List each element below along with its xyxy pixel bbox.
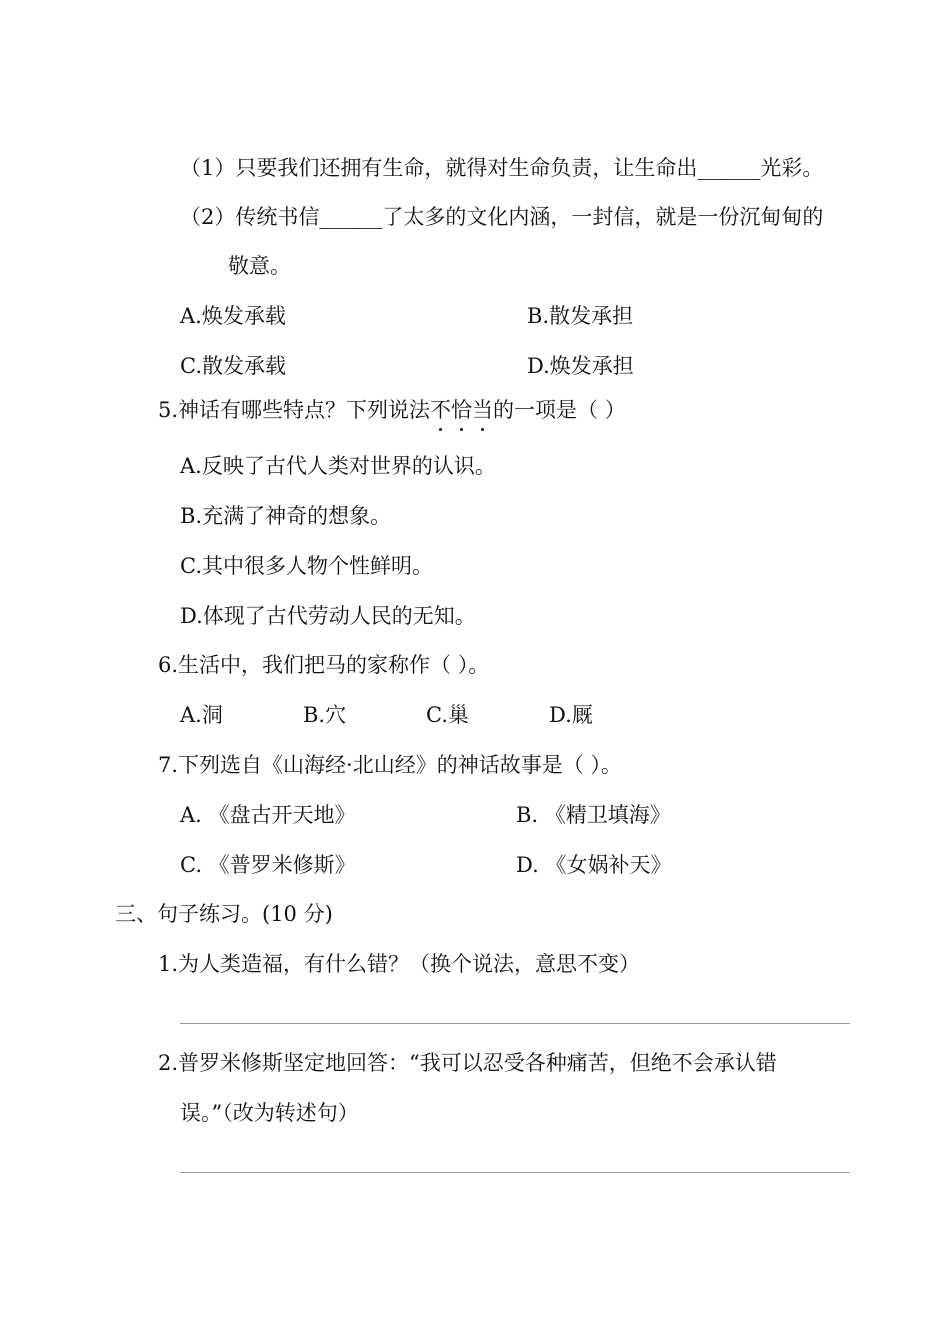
q7-stem: 7.下列选自《山海经·北山经》的神话故事是（ ）。 [158, 753, 622, 777]
q5-option-c[interactable]: C.其中很多人物个性鲜明。 [180, 554, 433, 578]
q5-option-b[interactable]: B.充满了神奇的想象。 [180, 504, 392, 528]
section-3-title: 三、句子练习。(10 分) [115, 902, 333, 926]
q4-option-b[interactable]: B.散发承担 [527, 304, 634, 328]
q5-stem-before: 5.神话有哪些特点？下列说法 [158, 398, 431, 422]
q7-option-c[interactable]: C. 《普罗米修斯》 [180, 853, 356, 877]
q4-option-a[interactable]: A.焕发承载 [180, 304, 286, 328]
q7-option-b[interactable]: B. 《精卫填海》 [516, 803, 671, 827]
emphasis-dot [460, 428, 463, 431]
section-3-question-1: 1.为人类造福，有什么错？（换个说法，意思不变） [158, 952, 641, 976]
q4-item-2-line-1: （2）传统书信______了太多的文化内涵，一封信，就是一份沉甸甸的 [180, 205, 824, 229]
section-3-question-2-line-1: 2.普罗米修斯坚定地回答：“我可以忍受各种痛苦，但绝不会承认错 [158, 1051, 777, 1075]
q5-option-d[interactable]: D.体现了古代劳动人民的无知。 [180, 604, 476, 628]
q5-stem [158, 400, 626, 421]
q5-option-a[interactable]: A.反映了古代人类对世界的认识。 [180, 454, 496, 478]
q4-item-2-line-2: 敬意。 [228, 254, 291, 278]
answer-line-1[interactable] [180, 1023, 850, 1024]
q4-item-1: （1）只要我们还拥有生命，就得对生命负责，让生命出______光彩。 [180, 156, 824, 180]
emphasis-char: 不 [430, 400, 451, 421]
q7-option-d[interactable]: D. 《女娲补天》 [516, 853, 672, 877]
q5-stem-after: 的一项是（ ） [493, 398, 626, 422]
q6-stem: 6.生活中，我们把马的家称作（ ）。 [158, 653, 490, 677]
emphasis-char: 当 [472, 400, 493, 421]
q4-option-c[interactable]: C.散发承载 [180, 354, 286, 378]
q6-option-a[interactable]: A.洞 [180, 703, 223, 727]
q4-option-d[interactable]: D.焕发承担 [527, 354, 634, 378]
emphasis-dot [439, 428, 442, 431]
answer-line-2[interactable] [180, 1172, 850, 1173]
q6-option-d[interactable]: D.厩 [549, 703, 593, 727]
emphasis-char: 恰 [451, 400, 472, 421]
section-3-question-2-line-2: 误。”（改为转述句） [180, 1101, 359, 1125]
emphasis-dot [481, 428, 484, 431]
q6-option-c[interactable]: C.巢 [426, 703, 469, 727]
q7-option-a[interactable]: A. 《盘古开天地》 [180, 803, 356, 827]
q6-option-b[interactable]: B.穴 [303, 703, 347, 727]
